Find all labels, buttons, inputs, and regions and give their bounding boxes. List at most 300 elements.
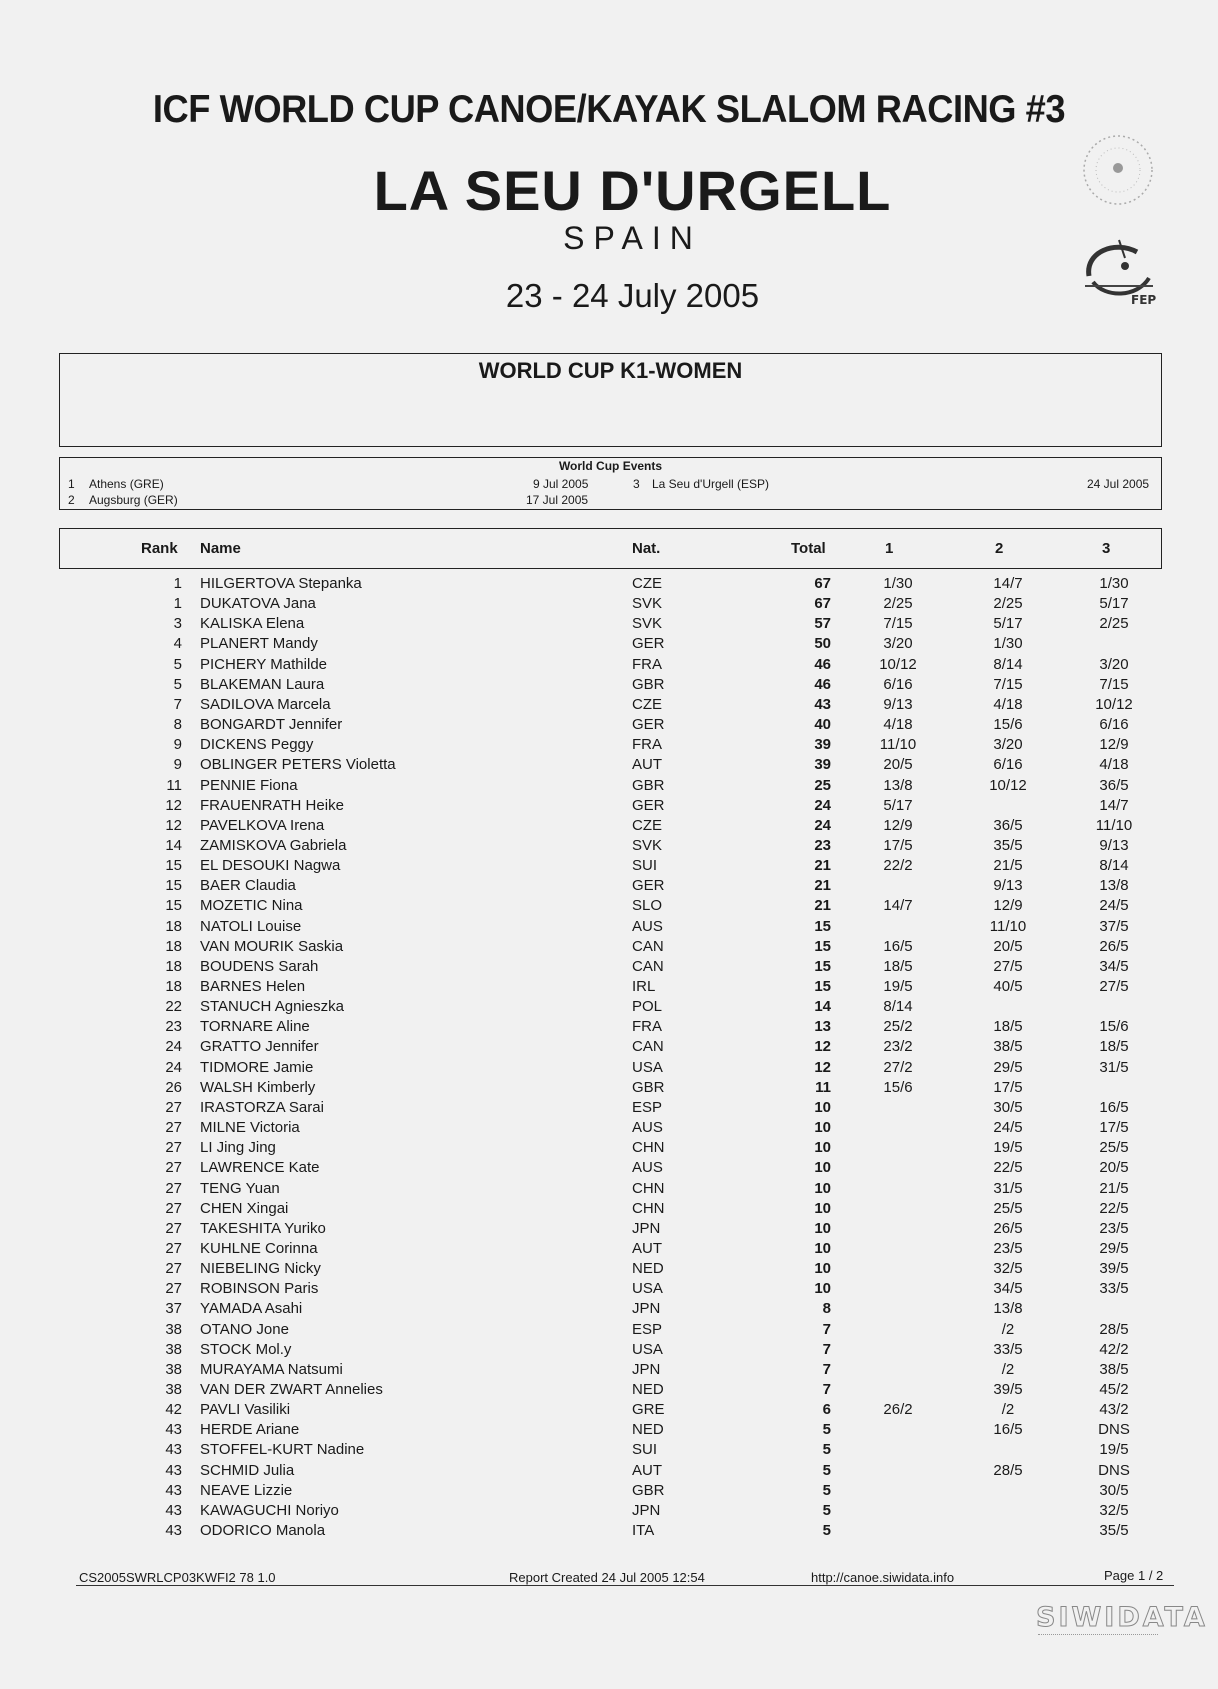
nation-cell: FRA [632, 736, 662, 754]
race-3-result-cell: 15/6 [1099, 1018, 1129, 1036]
table-row [0, 897, 1218, 917]
athlete-name-cell: DUKATOVA Jana [200, 595, 316, 613]
race-3-result-cell: 38/5 [1099, 1360, 1129, 1378]
race-2-result-cell: 30/5 [993, 1098, 1023, 1116]
nation-cell: IRL [632, 978, 656, 995]
table-row [0, 595, 1218, 615]
athlete-name-cell: DICKENS Peggy [200, 736, 314, 754]
athlete-name-cell: LI Jing Jing [200, 1139, 276, 1157]
table-row [0, 938, 1218, 958]
table-row [0, 1038, 1218, 1058]
nation-cell: CHN [632, 1179, 665, 1197]
event-title-box [59, 353, 1162, 447]
total-points-cell: 10 [814, 1098, 831, 1116]
table-row [0, 1119, 1218, 1139]
race-2-result-cell: 33/5 [993, 1340, 1023, 1358]
table-row [0, 998, 1218, 1018]
wc-event-num: 2 [68, 493, 75, 507]
athlete-name-cell: PLANERT Mandy [200, 635, 318, 653]
nation-cell: JPN [632, 1501, 661, 1519]
athlete-name-cell: OBLINGER PETERS Violetta [200, 756, 396, 774]
rank-cell: 15 [165, 897, 182, 915]
race-2-result-cell: 28/5 [993, 1461, 1023, 1479]
report-code: CS2005SWRLCP03KWFI2 78 1.0 [79, 1570, 276, 1585]
rank-cell: 43 [165, 1481, 182, 1499]
race-3-result-cell: 36/5 [1099, 776, 1129, 794]
total-points-cell: 10 [814, 1219, 831, 1237]
wc-event-place: Athens (GRE) [89, 477, 164, 491]
athlete-name-cell: SCHMID Julia [200, 1461, 295, 1479]
race-3-result-cell: 23/5 [1099, 1219, 1129, 1237]
rank-cell: 42 [165, 1401, 182, 1419]
nation-cell: AUS [632, 1119, 663, 1137]
rank-cell: 27 [165, 1119, 182, 1137]
table-row [0, 1260, 1218, 1280]
total-points-cell: 5 [822, 1421, 831, 1439]
total-points-cell: 10 [814, 1179, 831, 1197]
race-2-result-cell: 34/5 [993, 1280, 1023, 1298]
total-points-cell: 67 [814, 595, 831, 613]
race-2-result-cell: 13/8 [993, 1300, 1023, 1318]
rank-cell: 1 [173, 575, 182, 592]
table-row [0, 777, 1218, 797]
race-2-result-cell: 25/5 [993, 1199, 1023, 1217]
table-row [0, 1361, 1218, 1381]
table-row [0, 1341, 1218, 1361]
race-3-result-cell: 34/5 [1099, 957, 1129, 975]
total-points-cell: 24 [814, 796, 831, 814]
race-3-result-cell: 28/5 [1099, 1320, 1129, 1338]
table-row [0, 676, 1218, 696]
race-3-result-cell: 20/5 [1099, 1159, 1129, 1177]
race-3-result-cell: 25/5 [1099, 1139, 1129, 1157]
race-3-result-cell: 45/2 [1099, 1381, 1129, 1398]
total-points-cell: 13 [814, 1018, 831, 1036]
nation-cell: CHN [632, 1199, 665, 1217]
table-row [0, 615, 1218, 635]
athlete-name-cell: MILNE Victoria [200, 1119, 300, 1137]
total-points-cell: 15 [814, 978, 831, 995]
wc-event-date: 17 Jul 2005 [526, 493, 589, 507]
rank-cell: 27 [165, 1159, 182, 1177]
race-2-result-cell: 40/5 [993, 978, 1023, 995]
total-points-cell: 5 [822, 1441, 831, 1459]
table-row [0, 1240, 1218, 1260]
race-3-result-cell: 1/30 [1099, 575, 1129, 592]
rank-cell: 27 [165, 1219, 182, 1237]
rank-cell: 18 [165, 957, 182, 975]
table-row [0, 736, 1218, 756]
race-3-result-cell: 4/18 [1099, 756, 1129, 774]
world-cup-events-title: World Cup Events [558, 459, 663, 473]
nation-cell: GBR [632, 1078, 665, 1096]
total-points-cell: 67 [814, 575, 831, 592]
table-row [0, 1099, 1218, 1119]
table-row [0, 696, 1218, 716]
rank-cell: 38 [165, 1381, 182, 1398]
race-2-result-cell: 39/5 [993, 1381, 1023, 1398]
footer-divider [76, 1585, 1174, 1586]
athlete-name-cell: STOCK Mol.y [200, 1340, 292, 1358]
race-2-result-cell: 14/7 [993, 575, 1023, 592]
siwidata-logo-underline [1038, 1634, 1158, 1638]
table-row [0, 575, 1218, 595]
athlete-name-cell: PAVLI Vasiliki [200, 1401, 291, 1419]
total-points-cell: 15 [814, 917, 831, 935]
total-points-cell: 14 [814, 998, 831, 1016]
report-created: Report Created 24 Jul 2005 12:54 [509, 1570, 705, 1585]
total-points-cell: 57 [814, 615, 831, 633]
nation-cell: ESP [632, 1098, 663, 1116]
nation-cell: GBR [632, 776, 665, 794]
race-2-result-cell: 9/13 [993, 877, 1023, 895]
race-3-result-cell: 31/5 [1099, 1058, 1129, 1076]
nation-cell: GER [632, 716, 665, 734]
nation-cell: AUS [632, 1159, 663, 1177]
nation-cell: GBR [632, 1481, 665, 1499]
table-row [0, 918, 1218, 938]
race-3-result-cell: 42/2 [1099, 1340, 1129, 1358]
table-row [0, 1321, 1218, 1341]
race-1-result-cell: 12/9 [883, 816, 913, 834]
athlete-name-cell: YAMADA Asahi [200, 1300, 303, 1318]
col-header-race-2: 2 [995, 540, 1004, 557]
race-2-result-cell: 20/5 [993, 937, 1023, 955]
rank-cell: 9 [173, 736, 182, 754]
race-2-result-cell: /2 [1001, 1360, 1015, 1378]
race-1-result-cell: 26/2 [883, 1401, 913, 1419]
rank-cell: 5 [173, 655, 182, 673]
athlete-name-cell: STANUCH Agnieszka [200, 998, 344, 1016]
rank-cell: 1 [173, 595, 182, 613]
race-3-result-cell: 13/8 [1099, 877, 1129, 895]
table-row [0, 1522, 1218, 1542]
total-points-cell: 5 [822, 1522, 831, 1540]
race-1-result-cell: 5/17 [883, 796, 913, 814]
race-1-result-cell: 27/2 [883, 1058, 913, 1076]
col-header-race-3: 3 [1102, 540, 1111, 557]
table-row [0, 1482, 1218, 1502]
race-2-result-cell: 35/5 [993, 836, 1023, 854]
race-3-result-cell: 43/2 [1099, 1401, 1129, 1419]
rank-cell: 27 [165, 1199, 182, 1217]
nation-cell: CZE [632, 575, 662, 592]
table-row [0, 1079, 1218, 1099]
race-1-result-cell: 10/12 [879, 655, 917, 673]
rank-cell: 24 [165, 1038, 182, 1056]
race-2-result-cell: 21/5 [993, 857, 1023, 875]
race-2-result-cell: 15/6 [993, 716, 1023, 734]
nation-cell: CAN [632, 957, 664, 975]
athlete-name-cell: TIDMORE Jamie [200, 1058, 314, 1076]
race-1-result-cell: 2/25 [883, 595, 913, 613]
total-points-cell: 39 [814, 736, 831, 754]
race-2-result-cell: 11/10 [989, 917, 1027, 935]
athlete-name-cell: NATOLI Louise [200, 917, 302, 935]
results-table-header [59, 528, 1162, 569]
race-3-result-cell: 2/25 [1099, 615, 1129, 633]
race-2-result-cell: 5/17 [993, 615, 1023, 633]
race-1-result-cell: 6/16 [883, 675, 913, 693]
race-1-result-cell: 8/14 [883, 998, 913, 1016]
race-3-result-cell: 39/5 [1099, 1260, 1129, 1278]
race-1-result-cell: 16/5 [883, 937, 913, 955]
athlete-name-cell: PICHERY Mathilde [200, 655, 328, 673]
nation-cell: CZE [632, 695, 662, 713]
total-points-cell: 46 [814, 675, 831, 693]
table-row [0, 656, 1218, 676]
table-row [0, 958, 1218, 978]
race-2-result-cell: 6/16 [993, 756, 1023, 774]
rank-cell: 43 [165, 1501, 182, 1519]
race-3-result-cell: 30/5 [1099, 1481, 1129, 1499]
rank-cell: 43 [165, 1461, 182, 1479]
wc-event-date: 9 Jul 2005 [533, 477, 589, 491]
venue-title: LA SEU D'URGELL [373, 159, 892, 222]
athlete-name-cell: BLAKEMAN Laura [200, 675, 325, 693]
race-3-result-cell: 26/5 [1099, 937, 1129, 955]
source-url: http://canoe.siwidata.info [811, 1570, 955, 1585]
country-label: SPAIN [563, 220, 702, 256]
race-1-result-cell: 11/10 [879, 736, 917, 754]
table-row [0, 817, 1218, 837]
table-row [0, 1018, 1218, 1038]
rank-cell: 38 [165, 1340, 182, 1358]
col-header-race-1: 1 [885, 540, 894, 557]
table-row [0, 1180, 1218, 1200]
table-row [0, 1059, 1218, 1079]
athlete-name-cell: MOZETIC Nina [200, 897, 303, 915]
race-1-result-cell: 15/6 [883, 1078, 913, 1096]
athlete-name-cell: GRATTO Jennifer [200, 1038, 319, 1056]
race-2-result-cell: 24/5 [993, 1119, 1023, 1137]
wc-event-date: 24 Jul 2005 [1087, 477, 1150, 491]
athlete-name-cell: STOFFEL-KURT Nadine [200, 1441, 365, 1459]
table-row [0, 1200, 1218, 1220]
nation-cell: CAN [632, 1038, 664, 1056]
total-points-cell: 10 [814, 1119, 831, 1137]
col-header-name: Name [200, 540, 241, 557]
total-points-cell: 8 [822, 1300, 831, 1318]
table-row [0, 1441, 1218, 1461]
wc-event-num: 1 [68, 477, 75, 491]
athlete-name-cell: HILGERTOVA Stepanka [200, 575, 362, 592]
athlete-name-cell: IRASTORZA Sarai [200, 1098, 324, 1116]
table-row [0, 877, 1218, 897]
race-2-result-cell: /2 [1001, 1320, 1015, 1338]
table-row [0, 635, 1218, 655]
race-2-result-cell: 27/5 [993, 957, 1023, 975]
race-3-result-cell: 14/7 [1099, 796, 1129, 814]
nation-cell: GRE [632, 1401, 665, 1419]
race-2-result-cell: 22/5 [993, 1159, 1023, 1177]
rank-cell: 27 [165, 1139, 182, 1157]
col-header-nat: Nat. [632, 540, 661, 557]
nation-cell: USA [632, 1058, 663, 1076]
race-1-result-cell: 22/2 [883, 857, 913, 875]
athlete-name-cell: OTANO Jone [200, 1320, 289, 1338]
wc-event-num: 3 [633, 477, 640, 491]
athlete-name-cell: BARNES Helen [200, 978, 306, 995]
rank-cell: 38 [165, 1320, 182, 1338]
race-1-result-cell: 18/5 [883, 957, 913, 975]
table-row [0, 1421, 1218, 1441]
nation-cell: FRA [632, 1018, 662, 1036]
nation-cell: JPN [632, 1300, 661, 1318]
nation-cell: NED [632, 1260, 664, 1278]
event-dates: 23 - 24 July 2005 [505, 277, 760, 314]
table-row [0, 978, 1218, 998]
race-3-result-cell: 9/13 [1099, 836, 1129, 854]
nation-cell: ITA [632, 1522, 655, 1540]
rank-cell: 27 [165, 1280, 182, 1298]
race-3-result-cell: 12/9 [1099, 736, 1129, 754]
nation-cell: AUT [632, 1239, 662, 1257]
athlete-name-cell: CHEN Xingai [200, 1199, 289, 1217]
race-2-result-cell: 23/5 [993, 1239, 1023, 1257]
race-2-result-cell: 12/9 [993, 897, 1023, 915]
nation-cell: NED [632, 1421, 664, 1439]
col-header-total: Total [791, 540, 826, 557]
total-points-cell: 12 [814, 1058, 831, 1076]
total-points-cell: 10 [814, 1159, 831, 1177]
rank-cell: 7 [173, 695, 182, 713]
race-2-result-cell: 3/20 [993, 736, 1023, 754]
race-3-result-cell: 17/5 [1099, 1119, 1129, 1137]
total-points-cell: 21 [814, 877, 831, 895]
nation-cell: GER [632, 796, 665, 814]
athlete-name-cell: BONGARDT Jennifer [200, 716, 343, 734]
athlete-name-cell: ROBINSON Paris [200, 1280, 319, 1298]
race-1-result-cell: 3/20 [883, 635, 913, 653]
rank-cell: 37 [165, 1300, 182, 1318]
total-points-cell: 23 [814, 836, 831, 854]
rank-cell: 43 [165, 1522, 182, 1540]
athlete-name-cell: PAVELKOVA Irena [200, 816, 325, 834]
total-points-cell: 10 [814, 1260, 831, 1278]
rank-cell: 8 [173, 716, 182, 734]
race-3-result-cell: 19/5 [1099, 1441, 1129, 1459]
table-row [0, 837, 1218, 857]
race-3-result-cell: 33/5 [1099, 1280, 1129, 1298]
table-row [0, 756, 1218, 776]
race-2-result-cell: 8/14 [993, 655, 1023, 673]
race-2-result-cell: 36/5 [993, 816, 1023, 834]
nation-cell: JPN [632, 1219, 661, 1237]
event-title: WORLD CUP K1-WOMEN [478, 358, 743, 383]
nation-cell: AUT [632, 756, 662, 774]
nation-cell: CAN [632, 937, 664, 955]
race-2-result-cell: 26/5 [993, 1219, 1023, 1237]
race-3-result-cell: 35/5 [1099, 1522, 1129, 1540]
table-row [0, 1280, 1218, 1300]
total-points-cell: 11 [815, 1078, 831, 1096]
race-3-result-cell: 6/16 [1099, 716, 1129, 734]
total-points-cell: 50 [814, 635, 831, 653]
race-3-result-cell: DNS [1098, 1421, 1130, 1439]
table-row [0, 1220, 1218, 1240]
race-3-result-cell: 7/15 [1099, 675, 1129, 693]
siwidata-logo: SIWIDATA [1036, 1602, 1208, 1633]
nation-cell: ESP [632, 1320, 663, 1338]
total-points-cell: 21 [814, 897, 831, 915]
total-points-cell: 6 [822, 1401, 831, 1419]
total-points-cell: 10 [814, 1199, 831, 1217]
race-1-result-cell: 7/15 [883, 615, 913, 633]
race-2-result-cell: /2 [1001, 1401, 1015, 1419]
athlete-name-cell: NEAVE Lizzie [200, 1481, 293, 1499]
total-points-cell: 24 [814, 816, 831, 834]
rank-cell: 18 [165, 978, 182, 995]
race-3-result-cell: 8/14 [1099, 857, 1129, 875]
race-2-result-cell: 16/5 [993, 1421, 1023, 1439]
athlete-name-cell: FRAUENRATH Heike [200, 796, 344, 814]
athlete-name-cell: VAN DER ZWART Annelies [200, 1381, 383, 1398]
total-points-cell: 39 [814, 756, 831, 774]
total-points-cell: 7 [822, 1360, 831, 1378]
wc-event-place: Augsburg (GER) [89, 493, 178, 507]
competition-title: ICF WORLD CUP CANOE/KAYAK SLALOM RACING #3 [152, 88, 1066, 131]
rank-cell: 18 [165, 937, 182, 955]
total-points-cell: 10 [814, 1139, 831, 1157]
nation-cell: AUS [632, 917, 663, 935]
race-1-result-cell: 1/30 [883, 575, 913, 592]
race-1-result-cell: 20/5 [883, 756, 913, 774]
table-row [0, 1462, 1218, 1482]
athlete-name-cell: TAKESHITA Yuriko [200, 1219, 326, 1237]
total-points-cell: 10 [814, 1280, 831, 1298]
race-3-result-cell: 10/12 [1095, 695, 1133, 713]
athlete-name-cell: KALISKA Elena [200, 615, 305, 633]
race-2-result-cell: 1/30 [993, 635, 1023, 653]
total-points-cell: 5 [822, 1461, 831, 1479]
total-points-cell: 43 [814, 695, 831, 713]
rank-cell: 27 [165, 1239, 182, 1257]
race-2-result-cell: 19/5 [993, 1139, 1023, 1157]
total-points-cell: 21 [814, 857, 831, 875]
svg-text:FEP: FEP [1131, 293, 1157, 307]
race-2-result-cell: 10/12 [989, 776, 1027, 794]
rank-cell: 15 [165, 857, 182, 875]
total-points-cell: 12 [814, 1038, 831, 1056]
race-2-result-cell: 2/25 [993, 595, 1023, 613]
table-row [0, 857, 1218, 877]
race-3-result-cell: 37/5 [1099, 917, 1129, 935]
athlete-name-cell: BOUDENS Sarah [200, 957, 319, 975]
rank-cell: 38 [165, 1360, 182, 1378]
col-header-rank: Rank [141, 540, 178, 557]
race-1-result-cell: 9/13 [883, 695, 913, 713]
rank-cell: 14 [165, 836, 182, 854]
rank-cell: 5 [173, 675, 182, 693]
nation-cell: SUI [632, 1441, 658, 1459]
athlete-name-cell: ODORICO Manola [200, 1522, 326, 1540]
athlete-name-cell: MURAYAMA Natsumi [200, 1360, 343, 1378]
athlete-name-cell: VAN MOURIK Saskia [200, 937, 344, 955]
rank-cell: 23 [165, 1018, 182, 1036]
total-points-cell: 46 [814, 655, 831, 673]
rank-cell: 27 [165, 1179, 182, 1197]
table-row [0, 1401, 1218, 1421]
federation-logo-icon [1075, 232, 1163, 312]
total-points-cell: 40 [814, 716, 831, 734]
table-row [0, 1300, 1218, 1320]
athlete-name-cell: TENG Yuan [200, 1179, 280, 1197]
race-3-result-cell: 11/10 [1095, 816, 1133, 834]
athlete-name-cell: LAWRENCE Kate [200, 1159, 320, 1177]
wc-event-place: La Seu d'Urgell (ESP) [652, 477, 770, 491]
race-3-result-cell: 5/17 [1099, 595, 1129, 613]
